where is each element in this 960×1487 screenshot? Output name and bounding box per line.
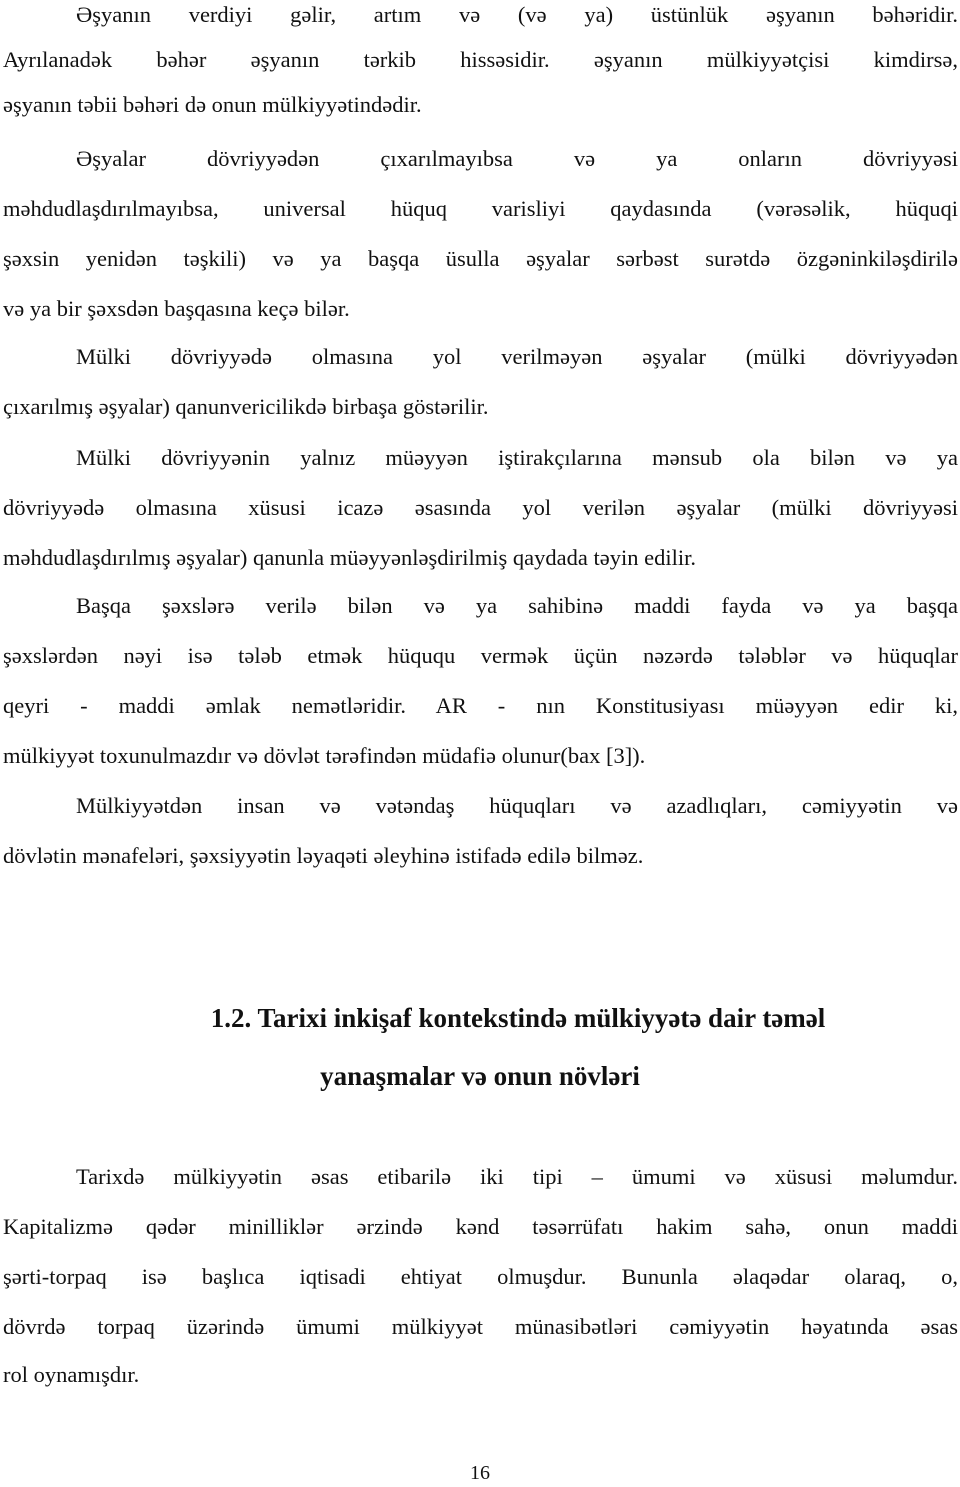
paragraph-line: dövlətin mənafeləri, şəxsiyyətin ləyaqəti əleyhinə istifadə edilə bilməz. [3, 843, 644, 868]
paragraph-line: rol oynamışdır. [3, 1362, 140, 1387]
paragraph-line: Əşyalar dövriyyədən çıxarılmayıbsa və ya onların dövriyyəsi [76, 146, 958, 171]
paragraph-line: əşyanın təbii bəhəri də onun mülkiyyətindədir. [3, 92, 422, 117]
section-heading-line: yanaşmalar və onun növləri [320, 1061, 640, 1091]
paragraph-line: Əşyanın verdiyi gəlir, artım və (və ya) üstünlük əşyanın bəhəridir. [76, 2, 958, 27]
paragraph-line: şəxsin yenidən təşkili) və ya başqa üsulla əşyalar sərbəst surətdə özgəninkiləşdirilə [3, 246, 958, 271]
paragraph-line: Kapitalizmə qədər minilliklər ərzində kənd təsərrüfatı hakim sahə, onun maddi [3, 1214, 958, 1239]
paragraph-line: çıxarılmış əşyalar) qanunvericilikdə birbaşa göstərilir. [3, 394, 489, 419]
paragraph-line: mülkiyyət toxunulmazdır və dövlət tərəfindən müdafiə olunur(bax [3]). [3, 743, 646, 768]
paragraph-line: məhdudlaşdırılmış əşyalar) qanunla müəyyənləşdirilmiş qaydada təyin edilir. [3, 545, 696, 570]
paragraph-line: Mülkiyyətdən insan və vətəndaş hüquqları və azadlıqları, cəmiyyətin və [76, 793, 958, 818]
paragraph-line: Başqa şəxslərə verilə bilən və ya sahibinə maddi fayda və ya başqa [76, 593, 958, 618]
paragraph-line: dövriyyədə olmasına xüsusi icazə əsasında yol verilən əşyalar (mülki dövriyyəsi [3, 495, 958, 520]
paragraph-line: dövrdə torpaq üzərində ümumi mülkiyyət münasibətləri cəmiyyətin həyatında əsas [3, 1314, 958, 1339]
paragraph-line: və ya bir şəxsdən başqasına keçə bilər. [3, 296, 350, 321]
paragraph-line: Mülki dövriyyənin yalnız müəyyən iştirakçılarına mənsub ola bilən və ya [76, 445, 958, 470]
paragraph-line: qeyri - maddi əmlak nemətləridir. AR - nın Konstitusiyası müəyyən edir ki, [3, 693, 958, 718]
paragraph-line: şəxslərdən nəyi isə tələb etmək hüququ vermək üçün nəzərdə tələblər və hüquqlar [3, 643, 958, 668]
paragraph-line: Tarixdə mülkiyyətin əsas etibarilə iki tipi – ümumi və xüsusi məlumdur. [76, 1164, 958, 1189]
page-number: 16 [470, 1462, 490, 1484]
paragraph-line: Mülki dövriyyədə olmasına yol verilməyən əşyalar (mülki dövriyyədən [76, 344, 958, 369]
paragraph-line: Ayrılanadək bəhər əşyanın tərkib hissəsidir. əşyanın mülkiyyətçisi kimdirsə, [3, 47, 958, 72]
section-heading-line: 1.2. Tarixi inkişaf kontekstində mülkiyyətə dair təməl [210, 1003, 826, 1033]
paragraph-line: məhdudlaşdırılmayıbsa, universal hüquq varisliyi qaydasında (vərəsəlik, hüquqi [3, 196, 958, 221]
paragraph-line: şərti-torpaq isə başlıca iqtisadi ehtiyat olmuşdur. Bununla əlaqədar olaraq, o, [3, 1264, 958, 1289]
